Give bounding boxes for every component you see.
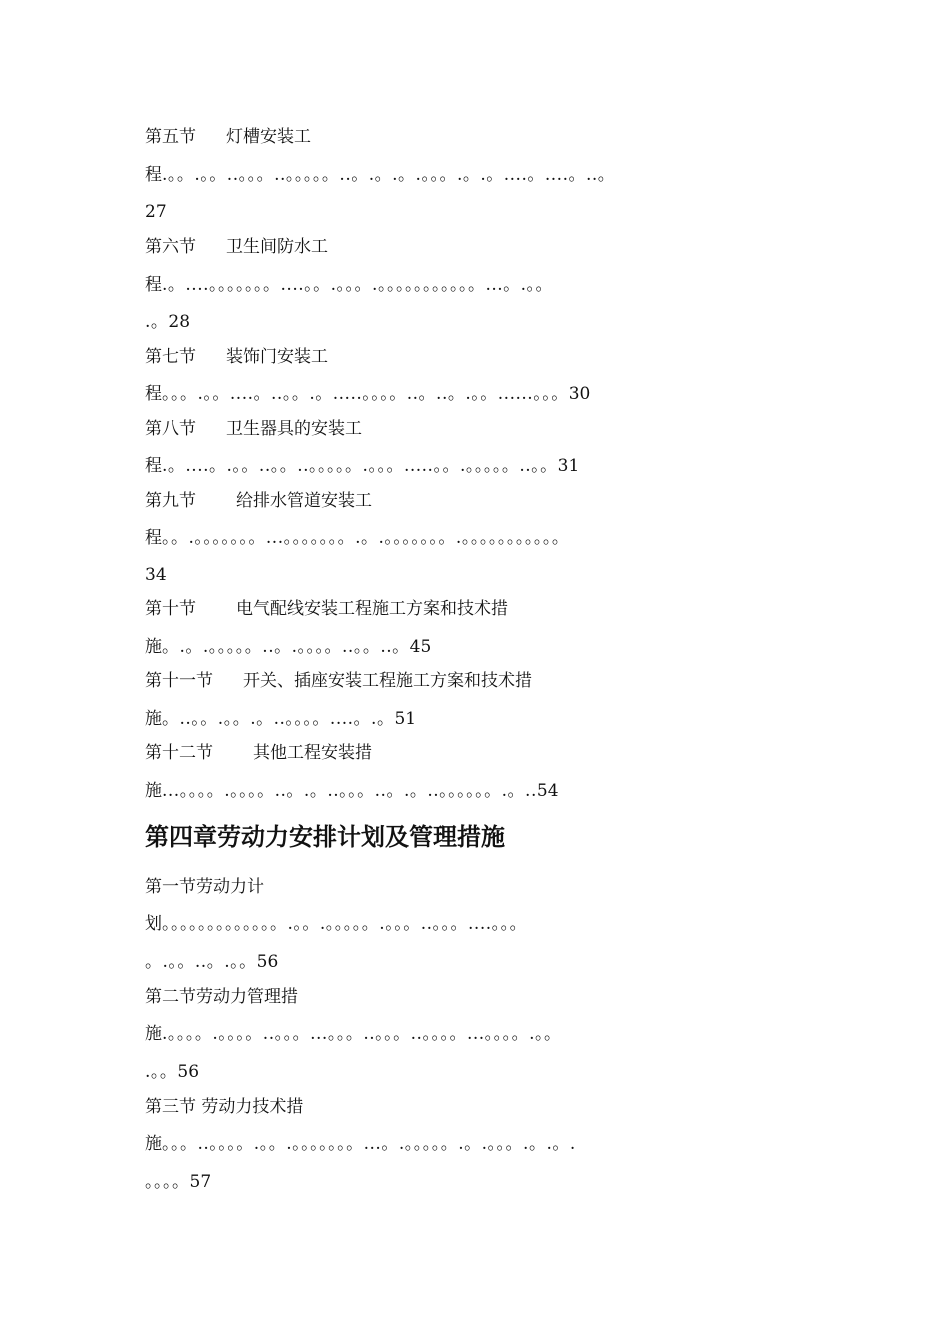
page-number: 56 [177,1062,200,1082]
dot-leader: ...。。。。.。。。。..。.。..。。。..。.。..。。。。。。.。.. [162,781,537,801]
section-title: 给排水管道安装工 [236,491,372,511]
toc-entry-leader [145,913,825,935]
dot-leader: .。....。.。。..。。..。。。。。.。。。.....。。.。。。。。..。。 [162,456,558,476]
toc-entry-title [145,598,825,620]
page-number: 56 [256,952,279,972]
toc-entry-leader [145,164,825,186]
section-title: 卫生器具的安装工 [226,419,362,439]
section-title: 装饰门安装工 [226,347,328,367]
section-title: 电气配线安装工程施工方案和技术措 [236,599,508,619]
section-number: 第十二节 [145,743,213,763]
section-number: 第九节 [145,491,196,511]
dot-leader-cont: 。.。。..。.。。 [145,952,257,972]
section-title: 开关、插座安装工程施工方案和技术措 [243,671,532,691]
page-number: 27 [145,202,167,222]
toc-entry-leader [145,1023,825,1045]
title-tail: 施 [145,781,162,801]
toc-entry-leader [145,780,825,802]
chapter-heading: 第四章劳动力安排计划及管理措施 [145,823,505,851]
toc-entry-title [145,126,825,148]
dot-leader: .。....。。。。。。。....。。.。。。.。。。。。。。。。。。...。.。。 [162,275,554,295]
title-tail: 施 [145,709,162,729]
dot-leader: 。。.。。。。。。。...。。。。。。。.。.。。。。。。。.。。。。。。。。。。。 [162,528,570,548]
section-title: 第一节劳动力计 [145,877,264,897]
toc-entry-page [145,1061,825,1083]
page-number: 34 [145,565,167,585]
page-number: 30 [568,384,591,404]
toc-entry-title [145,876,825,898]
section-title: 第二节劳动力管理措 [145,987,298,1007]
toc-entry-page [145,311,825,333]
section-number: 第八节 [145,419,196,439]
dot-leader: .。。。。.。。。。..。。。...。。。..。。。..。。。。...。。。。.。。 [162,1024,562,1044]
page-number: 45 [409,637,432,657]
toc-entry-title [145,670,825,692]
dot-leader-cont: .。 [145,312,169,332]
title-tail: 施 [145,1134,162,1154]
section-number: 第七节 [145,347,196,367]
toc-entry-leader [145,1133,825,1155]
toc-entry-page [145,1171,825,1193]
title-tail: 施 [145,637,162,657]
toc-entry-page [145,564,825,586]
toc-entry-leader [145,636,825,658]
toc-entry-title [145,986,825,1008]
page-number: 57 [189,1172,212,1192]
toc-entry-leader [145,383,825,405]
title-tail: 程 [145,456,162,476]
section-number: 第十节 [145,599,196,619]
section-title: 其他工程安装措 [253,743,372,763]
title-tail: 程 [145,275,162,295]
page-number: 54 [536,781,559,801]
dot-leader: 。..。。.。。.。..。。。。....。.。 [162,709,395,729]
section-title: 灯槽安装工 [226,127,311,147]
dot-leader: 。。。。。。。。。。。。。.。。.。。。。。.。。。..。。。....。。。 [162,914,528,934]
section-number: 第五节 [145,127,196,147]
toc-entry-leader [145,455,825,477]
toc-entry-page [145,951,825,973]
section-number: 第十一节 [145,671,213,691]
dot-leader: 。.。.。。。。。..。.。。。。..。。..。 [162,637,410,657]
section-title: 第三节 劳动力技术措 [145,1097,304,1117]
toc-entry-title [145,490,825,512]
title-tail: 程 [145,384,162,404]
dot-leader: .。。.。。..。。。..。。。。。..。.。.。.。。。.。.。....。....。..。 [162,165,616,185]
toc-entry-title [145,346,825,368]
section-number: 第六节 [145,237,196,257]
dot-leader-cont: .。。 [145,1062,178,1082]
toc-entry-title [145,418,825,440]
dot-leader-cont: 。。。。 [145,1172,190,1192]
toc-entry-leader [145,708,825,730]
toc-entry-title [145,1096,825,1118]
title-tail: 程 [145,165,162,185]
title-tail: 划 [145,914,162,934]
title-tail: 程 [145,528,162,548]
toc-entry-title [145,742,825,764]
page-number: 31 [557,456,580,476]
dot-leader: 。。。.。。....。..。。.。.....。。。。..。..。.。。......。。。 [162,384,569,404]
toc-entry-leader [145,527,825,549]
toc-entry-page [145,201,825,223]
title-tail: 施 [145,1024,162,1044]
toc-entry-title [145,236,825,258]
dot-leader: 。。。..。。。。.。。.。。。。。。。...。.。。。。。.。.。。。.。.。. [162,1134,576,1154]
section-title: 卫生间防水工 [226,237,328,257]
toc-entry-leader [145,274,825,296]
page-number: 51 [394,709,417,729]
page-number: 28 [168,312,191,332]
